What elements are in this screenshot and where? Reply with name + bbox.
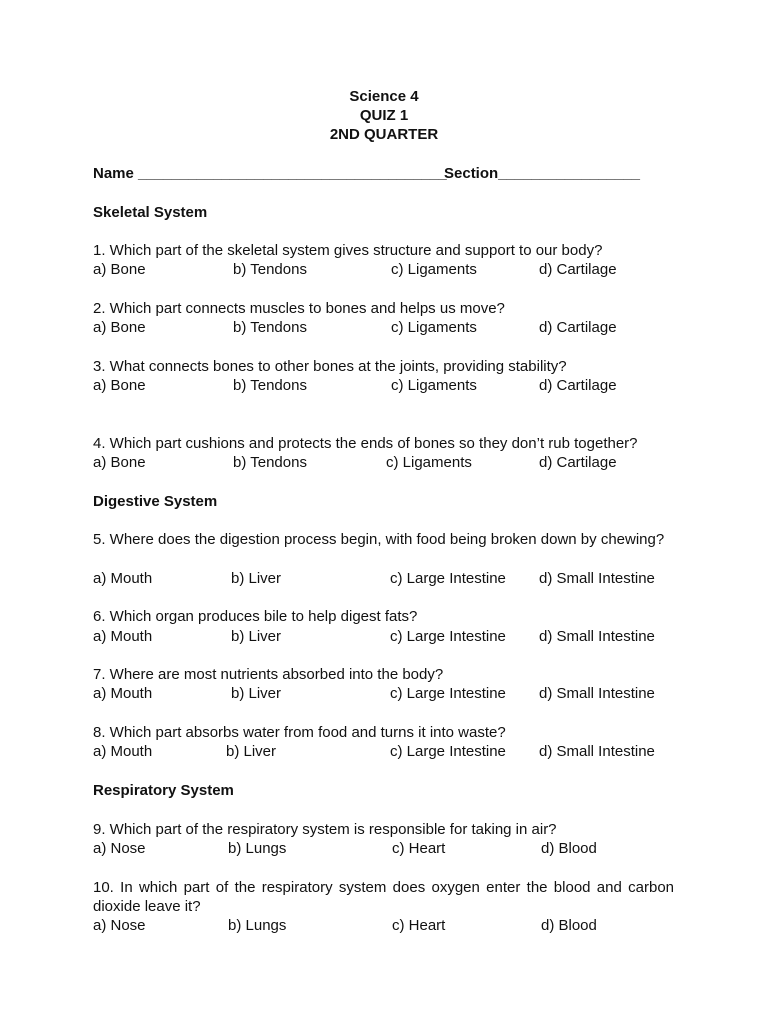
option-a: a) Bone — [93, 319, 146, 336]
option-b: b) Liver — [231, 628, 282, 645]
question-text: 3. What connects bones to other bones at the joints, providing stability? — [93, 358, 567, 375]
option-b: b) Tendons — [233, 319, 307, 336]
option-a: a) Nose — [93, 917, 146, 934]
option-c: c) Large Intestine — [390, 570, 506, 587]
option-b: b) Tendons — [233, 377, 307, 394]
question-text: 2. Which part connects muscles to bones and helps us move? — [93, 300, 505, 317]
option-b: b) Liver — [231, 685, 282, 702]
option-d: d) Small Intestine — [539, 628, 655, 645]
question-text: 10. In which part of the respiratory system does oxygen enter the blood and carbon dioxide leave it? — [93, 879, 674, 915]
option-c: c) Large Intestine — [390, 628, 506, 645]
section-field: Section_________________ — [444, 165, 640, 182]
question-text: 9. Which part of the respiratory system is responsible for taking in air? — [93, 821, 557, 838]
option-a: a) Mouth — [93, 743, 153, 760]
option-b: b) Tendons — [233, 261, 307, 278]
option-d: d) Small Intestine — [539, 743, 655, 760]
option-d: d) Cartilage — [539, 377, 617, 394]
section-heading: Respiratory System — [93, 782, 234, 799]
option-b: b) Liver — [226, 743, 277, 760]
quiz-label: QUIZ 1 — [359, 107, 409, 124]
option-c: c) Large Intestine — [390, 743, 506, 760]
option-c: c) Ligaments — [386, 454, 472, 471]
option-c: c) Ligaments — [391, 261, 477, 278]
question-text: 5. Where does the digestion process begin, with food being broken down by chewing? — [93, 531, 665, 548]
section-heading: Digestive System — [93, 493, 218, 510]
quarter-label: 2ND QUARTER — [329, 126, 439, 143]
name-field: Name _____________________________________ — [93, 165, 447, 182]
option-a: a) Mouth — [93, 685, 153, 702]
option-c: c) Heart — [392, 840, 446, 857]
question-text: 6. Which organ produces bile to help digest fats? — [93, 608, 418, 625]
section-heading: Skeletal System — [93, 204, 208, 221]
page-title: Science 4 — [349, 88, 419, 105]
question-text: 7. Where are most nutrients absorbed into the body? — [93, 666, 444, 683]
question-text: 4. Which part cushions and protects the ends of bones so they don’t rub together? — [93, 435, 638, 452]
option-a: a) Mouth — [93, 628, 153, 645]
option-d: d) Small Intestine — [539, 570, 655, 587]
question-text: 1. Which part of the skeletal system gives structure and support to our body? — [93, 242, 603, 259]
option-d: d) Blood — [541, 840, 597, 857]
option-b: b) Lungs — [228, 917, 287, 934]
option-c: c) Ligaments — [391, 377, 477, 394]
option-a: a) Bone — [93, 454, 146, 471]
option-c: c) Large Intestine — [390, 685, 506, 702]
option-a: a) Bone — [93, 377, 146, 394]
option-b: b) Tendons — [233, 454, 307, 471]
question-text: 8. Which part absorbs water from food and turns it into waste? — [93, 724, 506, 741]
option-a: a) Nose — [93, 840, 146, 857]
option-b: b) Lungs — [228, 840, 287, 857]
option-a: a) Bone — [93, 261, 146, 278]
option-d: d) Cartilage — [539, 261, 617, 278]
option-d: d) Cartilage — [539, 454, 617, 471]
option-a: a) Mouth — [93, 570, 153, 587]
option-d: d) Small Intestine — [539, 685, 655, 702]
option-b: b) Liver — [231, 570, 282, 587]
option-d: d) Cartilage — [539, 319, 617, 336]
option-d: d) Blood — [541, 917, 597, 934]
option-c: c) Ligaments — [391, 319, 477, 336]
option-c: c) Heart — [392, 917, 446, 934]
